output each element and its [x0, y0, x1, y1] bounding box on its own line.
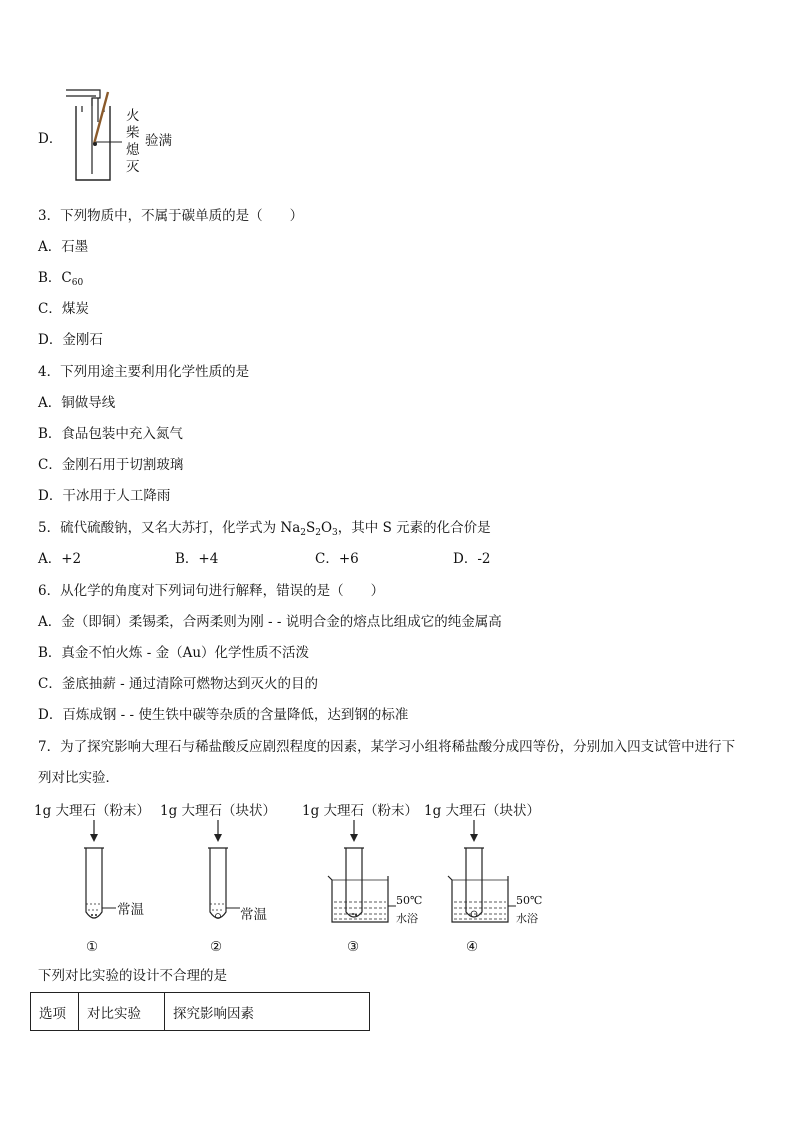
q3-option-a: A．石墨: [38, 239, 89, 255]
q4-option-d: D．干冰用于人工降雨: [38, 488, 171, 504]
q6-option-d: D．百炼成钢 - - 使生铁中碳等杂质的含量降低，达到钢的标准: [38, 707, 409, 723]
q4-stem: 4．下列用途主要利用化学性质的是: [38, 364, 250, 380]
q5-option-b: B．+4: [175, 551, 219, 567]
exp2-test-tube-figure: [202, 818, 242, 928]
exp4-water-bath-figure: [446, 818, 518, 930]
q5-formula-part: S: [305, 520, 316, 536]
table-header-row: [31, 993, 370, 1031]
exp3-bath: 水浴: [396, 912, 418, 925]
exp3-number: ③: [347, 939, 360, 955]
q5-stem-text: 5．硫代硫酸钠，又名大苏打，化学式为 Na: [38, 520, 301, 536]
q5-option-d: D．-2: [453, 551, 491, 567]
exp1-condition: 常温: [117, 902, 144, 918]
q4-option-a: A．铜做导线: [38, 395, 116, 411]
exp2-condition: 常温: [240, 907, 267, 923]
exp3-water-bath-figure: [326, 818, 398, 930]
q4-option-c: C．金刚石用于切割玻璃: [38, 457, 184, 473]
q3-option-b: [38, 269, 83, 287]
table-header-option: 选项: [31, 993, 79, 1031]
exp3-label: 1g 大理石（粉末）: [302, 803, 419, 819]
q6-option-c: C．釜底抽薪 - 通过清除可燃物达到灭火的目的: [38, 676, 318, 692]
q4-option-b: B．食品包装中充入氮气: [38, 426, 183, 442]
q5-option-a: A．+2: [38, 551, 82, 567]
q2-option-d-letter: D．: [38, 131, 63, 147]
match-label: [126, 108, 140, 176]
q3-option-c: C．煤炭: [38, 301, 89, 317]
exp1-number: ①: [86, 939, 99, 955]
q7-question: 下列对比实验的设计不合理的是: [38, 968, 227, 984]
exp4-label: 1g 大理石（块状）: [424, 803, 541, 819]
q5-options: [0, 550, 794, 568]
exp2-number: ②: [210, 939, 223, 955]
exp4-temperature: 50℃: [516, 894, 543, 907]
q5-formula-part: O: [320, 520, 333, 536]
q3-option-d: D．金刚石: [38, 332, 103, 348]
exp4-number: ④: [466, 939, 479, 955]
table-header-factor: 探究影响因素: [165, 993, 370, 1031]
q3-option-b-sub: 60: [71, 278, 84, 288]
q7-options-table: [30, 992, 370, 1031]
q5-stem-text: ，其中 S 元素的化合价是: [337, 520, 491, 536]
q5-formula-sub: 2: [300, 528, 306, 538]
q6-option-b: B．真金不怕火炼 - 金（Au）化学性质不活泼: [38, 645, 310, 661]
gas-bottle-figure: [62, 86, 122, 188]
match-label-char: 熄: [126, 142, 140, 158]
match-label-char: 柴: [126, 125, 140, 141]
full-check-label: 验满: [145, 133, 172, 149]
q7-stem-line2: 列对比实验．: [38, 770, 119, 786]
q3-stem: 3．下列物质中，不属于碳单质的是（ ）: [38, 208, 304, 224]
table-header-comparison: 对比实验: [79, 993, 165, 1031]
match-label-char: 灭: [126, 159, 140, 175]
q5-stem: [38, 519, 491, 537]
match-label-char: 火: [126, 108, 140, 124]
exp2-label: 1g 大理石（块状）: [160, 803, 277, 819]
q5-formula-sub: 2: [315, 528, 321, 538]
exp1-test-tube-figure: [78, 818, 118, 928]
q3-option-b-text: B．C: [38, 270, 72, 286]
q7-stem-line1: 7．为了探究影响大理石与稀盐酸反应剧烈程度的因素，某学习小组将稀盐酸分成四等份，分别加入四支试管中进行下: [38, 739, 736, 755]
exp1-label: 1g 大理石（粉末）: [34, 803, 151, 819]
q6-option-a: A．金（即铜）柔锡柔，合两柔则为刚 - - 说明合金的熔点比组成它的纯金属高: [38, 614, 502, 630]
q6-stem: 6．从化学的角度对下列词句进行解释，错误的是（ ）: [38, 583, 385, 599]
exp3-temperature: 50℃: [396, 894, 423, 907]
q5-formula-sub: 3: [332, 528, 338, 538]
q5-option-c: C．+6: [315, 551, 359, 567]
exp4-bath: 水浴: [516, 912, 538, 925]
